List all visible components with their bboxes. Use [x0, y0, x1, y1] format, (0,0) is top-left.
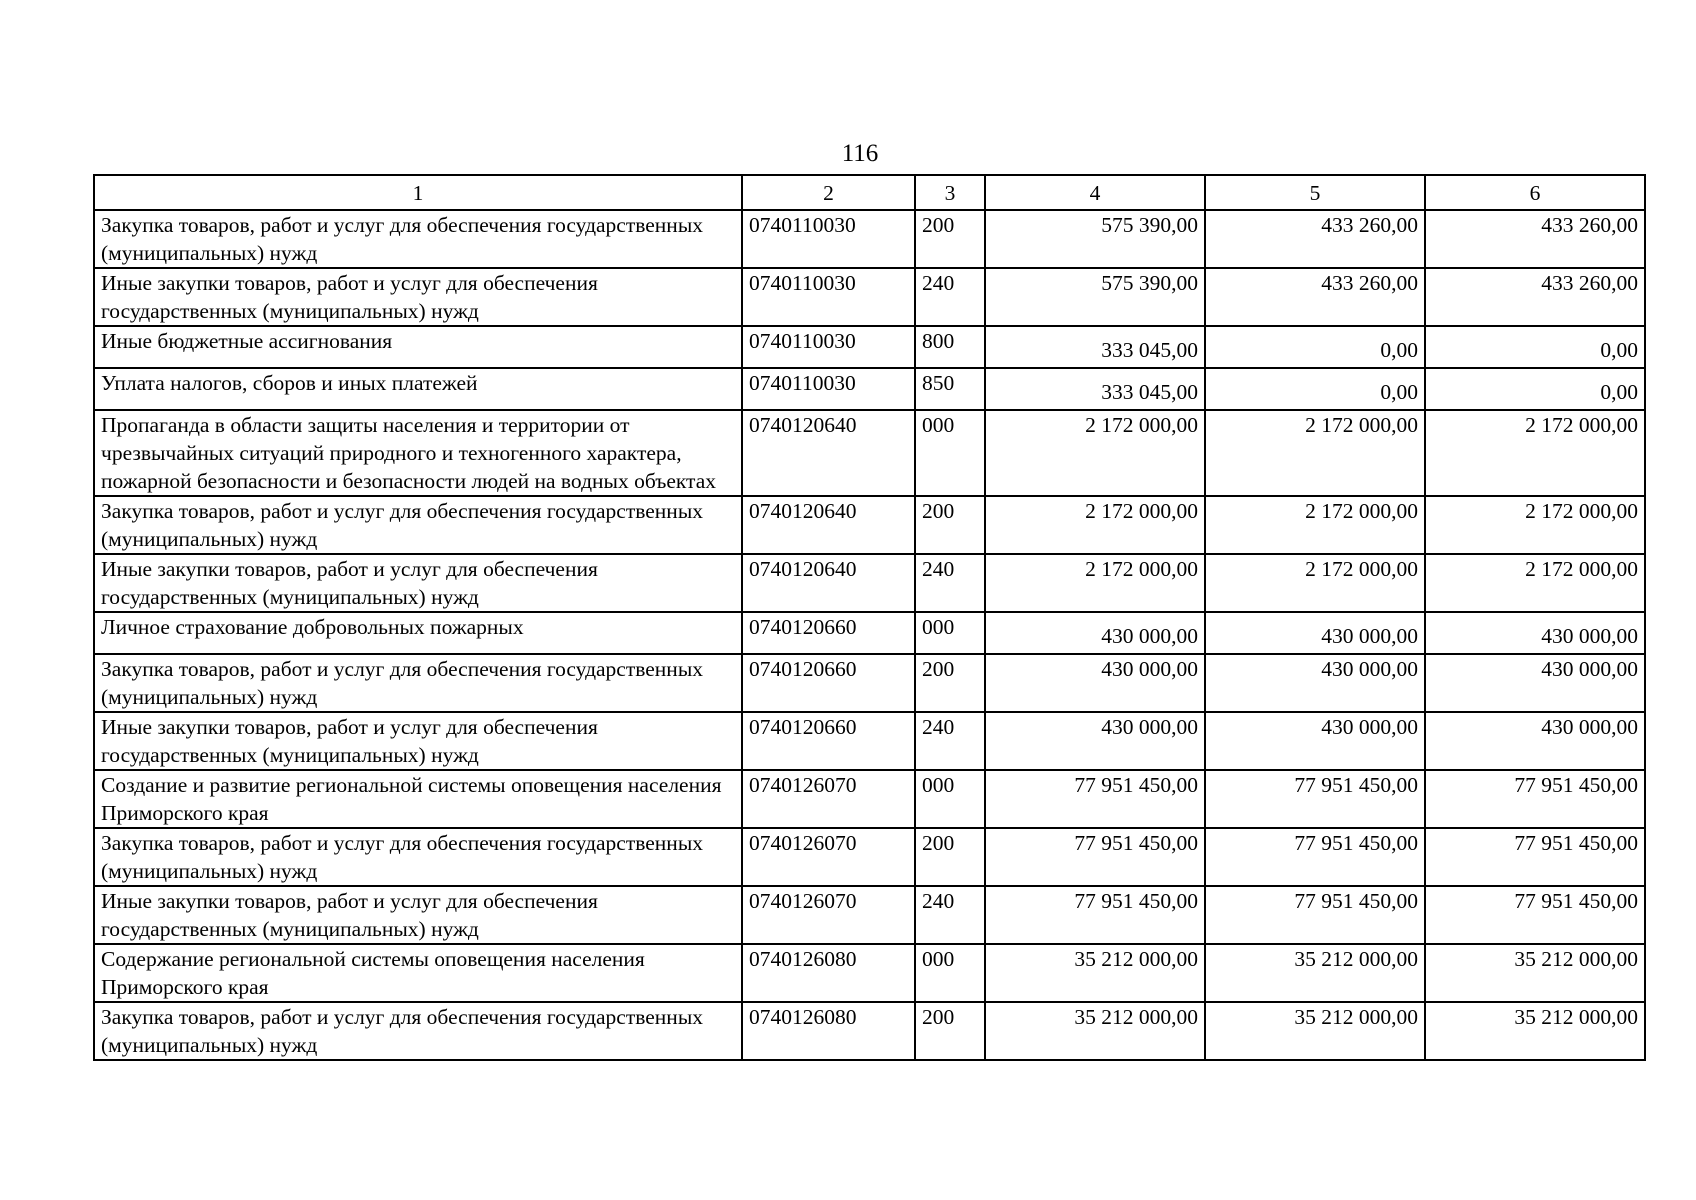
row-code: 0740120660 [742, 654, 915, 712]
row-kvr: 000 [915, 410, 985, 496]
row-amount-5: 2 172 000,00 [1205, 496, 1425, 554]
row-amount-5: 77 951 450,00 [1205, 828, 1425, 886]
header-cell: 5 [1205, 175, 1425, 210]
row-amount-5: 2 172 000,00 [1205, 410, 1425, 496]
row-amount-4: 77 951 450,00 [985, 828, 1205, 886]
row-kvr: 850 [915, 368, 985, 410]
row-amount-6: 77 951 450,00 [1425, 828, 1645, 886]
row-name: Закупка товаров, работ и услуг для обеспечения государственных (муниципальных) нужд [94, 1002, 742, 1060]
header-cell: 6 [1425, 175, 1645, 210]
row-kvr: 000 [915, 770, 985, 828]
row-amount-5: 430 000,00 [1205, 712, 1425, 770]
row-amount-6: 433 260,00 [1425, 268, 1645, 326]
row-code: 0740110030 [742, 268, 915, 326]
row-amount-5: 77 951 450,00 [1205, 770, 1425, 828]
row-name: Уплата налогов, сборов и иных платежей [94, 368, 742, 410]
row-name: Иные закупки товаров, работ и услуг для обеспечения государственных (муниципальных) нужд [94, 554, 742, 612]
row-code: 0740110030 [742, 368, 915, 410]
row-amount-6: 0,00 [1425, 326, 1645, 368]
row-kvr: 200 [915, 828, 985, 886]
row-name: Иные бюджетные ассигнования [94, 326, 742, 368]
row-name: Иные закупки товаров, работ и услуг для обеспечения государственных (муниципальных) нужд [94, 886, 742, 944]
row-amount-6: 2 172 000,00 [1425, 554, 1645, 612]
row-code: 0740120640 [742, 554, 915, 612]
row-amount-6: 2 172 000,00 [1425, 496, 1645, 554]
row-code: 0740126070 [742, 770, 915, 828]
row-kvr: 200 [915, 210, 985, 268]
row-amount-6: 430 000,00 [1425, 612, 1645, 654]
row-amount-5: 430 000,00 [1205, 654, 1425, 712]
row-amount-5: 35 212 000,00 [1205, 1002, 1425, 1060]
row-amount-4: 2 172 000,00 [985, 410, 1205, 496]
row-name: Закупка товаров, работ и услуг для обеспечения государственных (муниципальных) нужд [94, 496, 742, 554]
row-kvr: 000 [915, 944, 985, 1002]
table-row [94, 886, 1645, 944]
row-code: 0740110030 [742, 210, 915, 268]
table-row [94, 1002, 1645, 1060]
budget-table [93, 174, 1646, 1061]
table-row [94, 326, 1645, 368]
row-name: Создание и развитие региональной системы оповещения населения Приморского края [94, 770, 742, 828]
row-amount-5: 0,00 [1205, 368, 1425, 410]
row-code: 0740110030 [742, 326, 915, 368]
row-code: 0740126080 [742, 1002, 915, 1060]
table-header-row [94, 175, 1645, 210]
row-name: Пропаганда в области защиты населения и территории от чрезвычайных ситуаций природного и техногенного характера, пожарной безопасности и безопасности людей на водных объектах [94, 410, 742, 496]
row-kvr: 240 [915, 712, 985, 770]
header-cell: 3 [915, 175, 985, 210]
row-amount-4: 430 000,00 [985, 612, 1205, 654]
page-number: 116 [841, 140, 879, 167]
row-name: Содержание региональной системы оповещения населения Приморского края [94, 944, 742, 1002]
table-row [94, 368, 1645, 410]
row-amount-4: 35 212 000,00 [985, 1002, 1205, 1060]
table-row [94, 496, 1645, 554]
table-row [94, 210, 1645, 268]
table-row [94, 770, 1645, 828]
row-amount-4: 575 390,00 [985, 268, 1205, 326]
row-amount-4: 430 000,00 [985, 654, 1205, 712]
row-amount-6: 77 951 450,00 [1425, 770, 1645, 828]
table-row [94, 654, 1645, 712]
row-kvr: 240 [915, 886, 985, 944]
row-amount-4: 430 000,00 [985, 712, 1205, 770]
table-row [94, 554, 1645, 612]
table-row [94, 828, 1645, 886]
header-cell: 1 [94, 175, 742, 210]
row-amount-6: 430 000,00 [1425, 712, 1645, 770]
row-code: 0740126070 [742, 886, 915, 944]
row-amount-5: 77 951 450,00 [1205, 886, 1425, 944]
row-kvr: 240 [915, 554, 985, 612]
row-kvr: 000 [915, 612, 985, 654]
row-code: 0740120640 [742, 496, 915, 554]
header-cell: 2 [742, 175, 915, 210]
row-amount-6: 35 212 000,00 [1425, 1002, 1645, 1060]
row-kvr: 240 [915, 268, 985, 326]
row-code: 0740126080 [742, 944, 915, 1002]
row-amount-6: 35 212 000,00 [1425, 944, 1645, 1002]
row-name: Иные закупки товаров, работ и услуг для обеспечения государственных (муниципальных) нужд [94, 712, 742, 770]
row-code: 0740126070 [742, 828, 915, 886]
row-name: Закупка товаров, работ и услуг для обеспечения государственных (муниципальных) нужд [94, 210, 742, 268]
row-amount-6: 2 172 000,00 [1425, 410, 1645, 496]
table-row [94, 712, 1645, 770]
row-amount-4: 77 951 450,00 [985, 886, 1205, 944]
row-kvr: 200 [915, 1002, 985, 1060]
row-amount-4: 77 951 450,00 [985, 770, 1205, 828]
row-name: Закупка товаров, работ и услуг для обеспечения государственных (муниципальных) нужд [94, 828, 742, 886]
row-code: 0740120660 [742, 712, 915, 770]
row-amount-4: 2 172 000,00 [985, 496, 1205, 554]
table-row [94, 410, 1645, 496]
row-amount-4: 575 390,00 [985, 210, 1205, 268]
row-amount-4: 2 172 000,00 [985, 554, 1205, 612]
row-code: 0740120640 [742, 410, 915, 496]
row-amount-5: 433 260,00 [1205, 268, 1425, 326]
row-kvr: 800 [915, 326, 985, 368]
row-amount-6: 0,00 [1425, 368, 1645, 410]
row-name: Закупка товаров, работ и услуг для обеспечения государственных (муниципальных) нужд [94, 654, 742, 712]
row-amount-4: 333 045,00 [985, 368, 1205, 410]
table-row [94, 268, 1645, 326]
row-amount-5: 430 000,00 [1205, 612, 1425, 654]
row-amount-6: 77 951 450,00 [1425, 886, 1645, 944]
row-name: Личное страхование добровольных пожарных [94, 612, 742, 654]
row-amount-5: 2 172 000,00 [1205, 554, 1425, 612]
row-name: Иные закупки товаров, работ и услуг для обеспечения государственных (муниципальных) нужд [94, 268, 742, 326]
row-amount-5: 0,00 [1205, 326, 1425, 368]
row-amount-4: 333 045,00 [985, 326, 1205, 368]
header-cell: 4 [985, 175, 1205, 210]
table-row [94, 612, 1645, 654]
row-kvr: 200 [915, 654, 985, 712]
row-amount-6: 433 260,00 [1425, 210, 1645, 268]
row-amount-5: 433 260,00 [1205, 210, 1425, 268]
table-row [94, 944, 1645, 1002]
row-kvr: 200 [915, 496, 985, 554]
row-code: 0740120660 [742, 612, 915, 654]
row-amount-5: 35 212 000,00 [1205, 944, 1425, 1002]
row-amount-6: 430 000,00 [1425, 654, 1645, 712]
row-amount-4: 35 212 000,00 [985, 944, 1205, 1002]
